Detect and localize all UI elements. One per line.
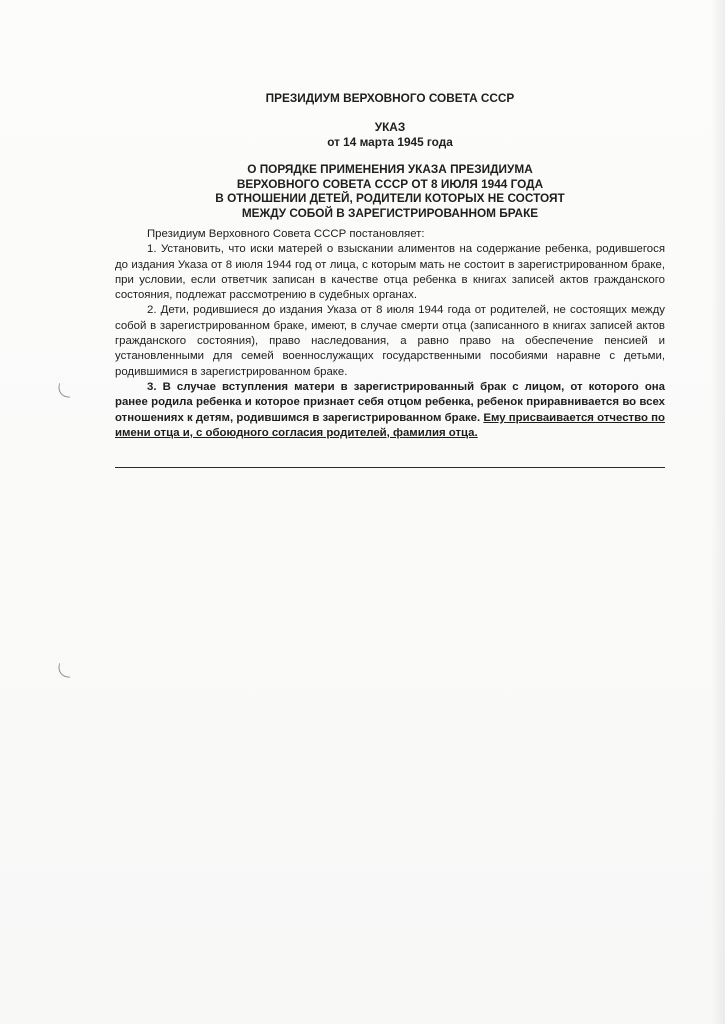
decree-title: УКАЗ (374, 120, 406, 134)
punch-hole-mark (57, 663, 72, 678)
preamble: Президиум Верховного Совета СССР постановляет: (147, 228, 425, 240)
item-3-underlined-text: Ему присваивается отчество по имени отца и, с обоюдного согласия родителей, фамилия отца. (115, 411, 665, 439)
subject-line: В ОТНОШЕНИИ ДЕТЕЙ, РОДИТЕЛИ КОТОРЫХ НЕ СОСТОЯТ (215, 191, 565, 205)
subject-line: МЕЖДУ СОБОЙ В ЗАРЕГИСТРИРОВАННОМ БРАКЕ (241, 205, 539, 220)
item-3-paragraph (115, 380, 665, 441)
decree-body (115, 227, 665, 441)
item-2-paragraph: 2. Дети, родившиеся до издания Указа от 8 июля 1944 года от родителей, не состоящих между собой в зарегистрированном браке, имеют, в случае смерти отца (записанного в книгах записей актов гражданского состояния), право наследования, а равно право на обеспечение пенсией и установленными для семей военнослужащих государственными пособиями наравне с детьми, родившимися в зарегистрированном браке. (115, 304, 665, 378)
page-edge-shadow (711, 0, 725, 1024)
subject-line: ВЕРХОВНОГО СОВЕТА СССР ОТ 8 ИЮЛЯ 1944 ГОДА (236, 176, 544, 191)
item-3-bold-text: В случае вступления матери в зарегистрированный брак с лицом, от которого она ранее родила ребенка и которое признает себя отцом ребенка, ребенок приравнивается во всех отношениях к детям, родившимся в зарегистрированном браке. (115, 380, 665, 424)
subject-line: О ПОРЯДКЕ ПРИМЕНЕНИЯ УКАЗА ПРЕЗИДИУМА (247, 162, 533, 176)
item-3-number: 3. (147, 380, 157, 393)
end-rule-divider (115, 467, 665, 468)
decree-subject (115, 162, 665, 220)
decree-date: от 14 марта 1945 года (327, 135, 453, 149)
issuer-heading: ПРЕЗИДИУМ ВЕРХОВНОГО СОВЕТА СССР (265, 91, 515, 105)
punch-hole-mark (57, 383, 72, 398)
item-1-paragraph: 1. Установить, что иски матерей о взыскании алиментов на содержание ребенка, родившегося до издания Указа от 8 июля 1944 год от лица, с которым мать не состоит в зарегистрированном браке, при условии, если ответчик записан в качестве отца ребенка в книгах записей актов гражданского состояния, подлежат рассмотрению в судебных органах. (115, 243, 665, 302)
